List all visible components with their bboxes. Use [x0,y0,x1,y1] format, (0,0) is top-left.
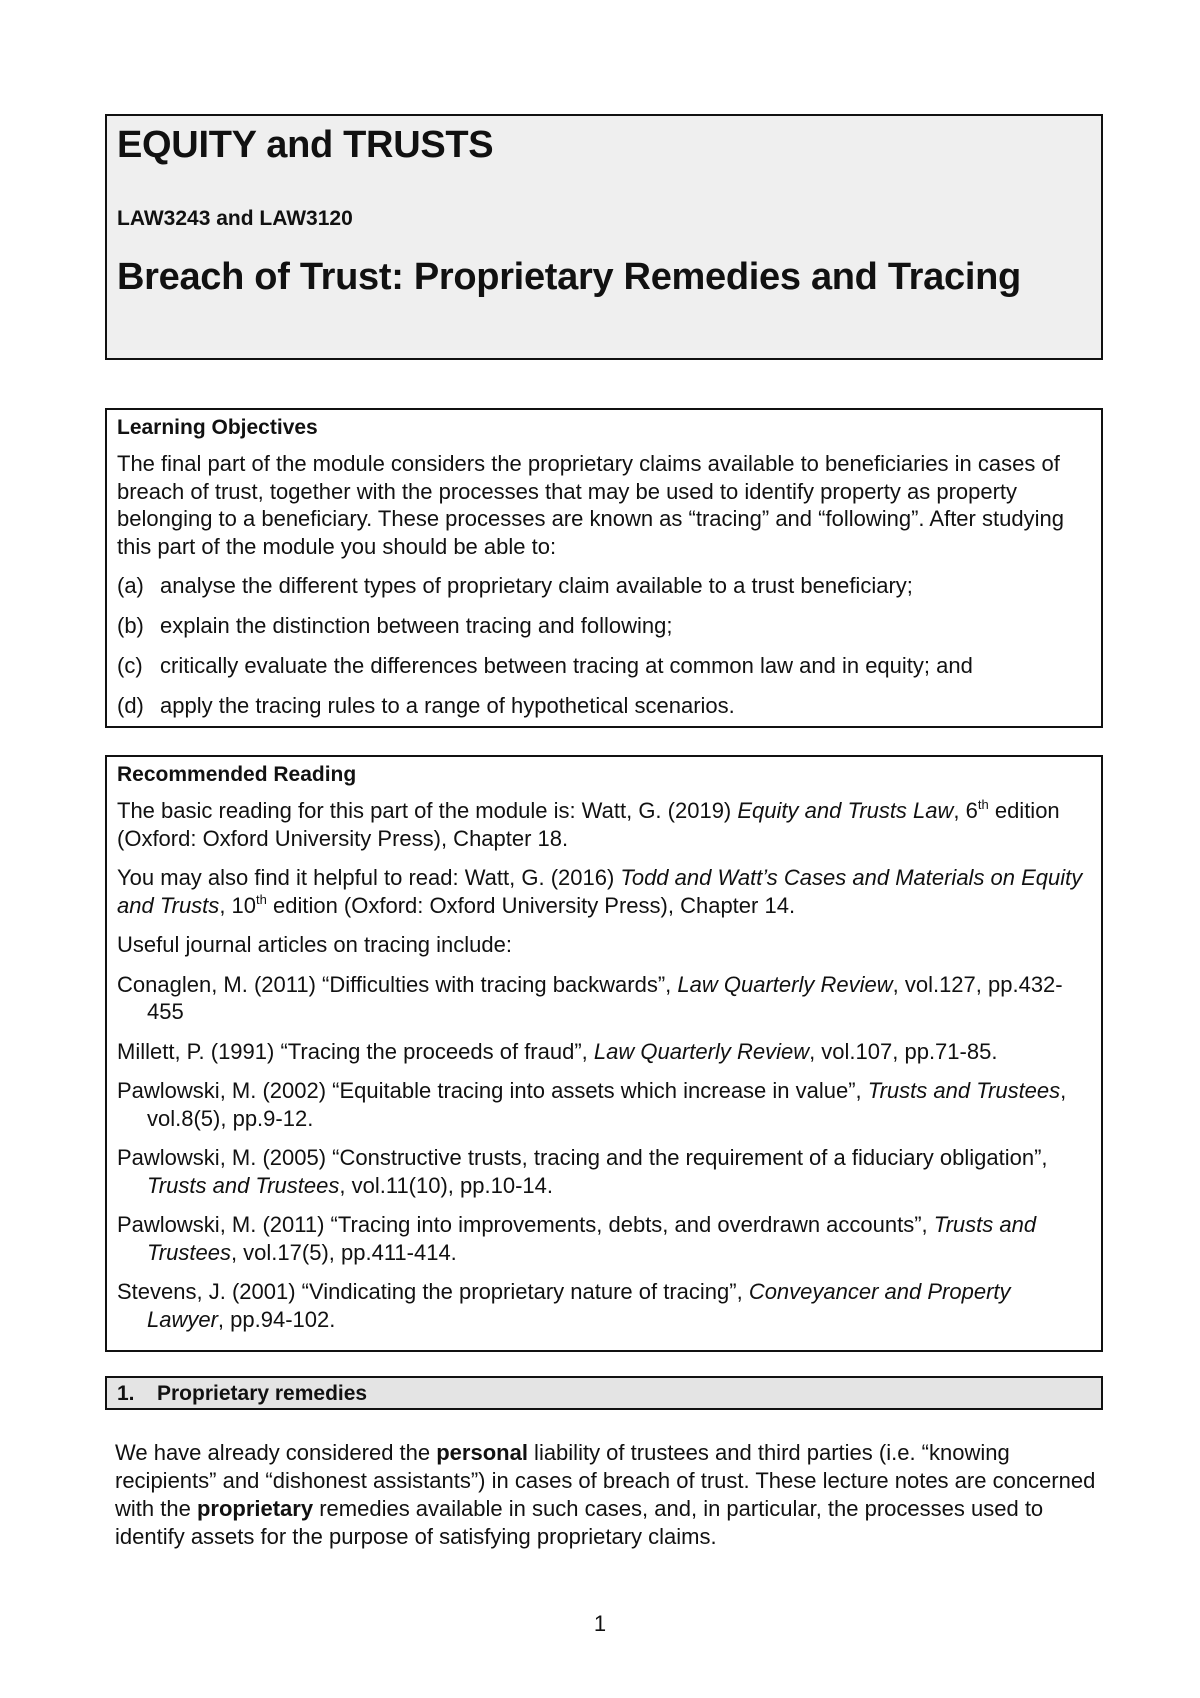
paragraph-text: liability of trustees and third parties (i.e. “knowing recipients” and “dishonest assistants”) in cases of breach of trust. These lecture notes are concerned with the [115,1440,1096,1521]
page-number: 1 [593,1611,607,1636]
article-citation: Pawlowski, M. (2005) “Constructive trusts, tracing and the requirement of a fiduciary obligation”, [117,1145,1048,1170]
journal-article [117,1278,1091,1333]
objective-item [117,612,1091,640]
section-title: Proprietary remedies [157,1382,368,1405]
journal-article [117,1211,1091,1266]
additional-reading-sup: th [256,891,267,907]
objectives-list [117,572,1091,720]
paragraph-text: remedies available in such cases, and, in particular, the processes used to identify assets for the purpose of satisfying proprietary claims. [115,1496,1044,1549]
emphasis-proprietary: proprietary [196,1496,314,1521]
additional-reading-edition: , 10 [219,892,257,918]
recommended-reading-heading: Recommended Reading [117,763,357,786]
article-details: , vol.127, pp.432-455 [147,971,1063,1024]
journal-article [117,971,1091,1026]
section-heading-proprietary-remedies [105,1376,1103,1410]
objective-text: explain the distinction between tracing and following; [160,613,673,638]
objective-letter: (d) [117,693,144,718]
objective-item [117,572,1091,600]
journal-article [117,1077,1091,1132]
article-citation: Millett, P. (1991) “Tracing the proceeds of fraud”, [117,1038,594,1064]
basic-reading-sup: th [977,797,989,812]
additional-reading-book-title: Todd and Watt’s Cases and Materials on Equity and Trusts [117,865,1083,918]
section-body-paragraph [115,1439,1103,1551]
course-codes: LAW3243 and LAW3120 [117,207,353,230]
objective-text: analyse the different types of proprietary claim available to a trust beneficiary; [160,573,913,598]
objective-letter: (c) [117,653,143,678]
article-journal: Conveyancer and Property Lawyer [147,1279,1011,1332]
journal-article [117,1038,1091,1066]
topic-title: Breach of Trust: Proprietary Remedies and Tracing [117,256,1021,298]
objective-letter: (a) [117,573,144,598]
article-details: , vol.17(5), pp.411-414. [230,1239,457,1265]
article-details: , vol.8(5), pp.9-12. [147,1078,1067,1131]
journal-intro: Useful journal articles on tracing include: [117,932,512,957]
article-journal: Trusts and Trustees [147,1172,340,1198]
article-citation: Stevens, J. (2001) “Vindicating the proprietary nature of tracing”, [117,1279,749,1304]
article-citation: Conaglen, M. (2011) “Difficulties with tracing backwards”, [117,971,678,997]
additional-reading-after: edition (Oxford: Oxford University Press), Chapter 14. [266,892,796,918]
basic-reading-text: The basic reading for this part of the module is: Watt, G. (2019) [117,798,738,823]
title-box [105,114,1103,360]
objective-text: apply the tracing rules to a range of hypothetical scenarios. [160,693,735,718]
article-journal: Trusts and Trustees [867,1078,1061,1103]
basic-reading-edition: , 6 [953,798,978,823]
section-number: 1. [117,1382,135,1405]
paragraph-text: We have already considered the [115,1440,437,1465]
article-citation: Pawlowski, M. (2002) “Equitable tracing into assets which increase in value”, [117,1078,868,1103]
article-journal: Law Quarterly Review [593,1038,810,1064]
emphasis-personal: personal [436,1440,528,1465]
journal-article [117,1144,1091,1199]
basic-reading [117,797,1091,852]
learning-objectives-heading: Learning Objectives [117,416,318,439]
article-details: , vol.11(10), pp.10-14. [339,1172,553,1198]
learning-objectives-intro: The final part of the module considers the proprietary claims available to beneficiaries in cases of breach of trust, together with the processes that may be used to identify property as property belonging to a beneficiary. These processes are known as “tracing” and “following”. After studying this part of the module you should be able to: [117,451,1064,559]
basic-reading-after: edition (Oxford: Oxford University Press), Chapter 18. [117,798,1060,851]
document-title: EQUITY and TRUSTS [117,124,494,166]
article-journal: Trusts and Trustees [147,1212,1037,1265]
basic-reading-book-title: Equity and Trusts Law [737,798,954,823]
article-journal: Law Quarterly Review [677,971,893,997]
objective-letter: (b) [117,613,144,638]
objective-item [117,652,1091,680]
article-citation: Pawlowski, M. (2011) “Tracing into improvements, debts, and overdrawn accounts”, [117,1212,934,1237]
additional-reading [117,864,1091,919]
objective-text: critically evaluate the differences between tracing at common law and in equity; and [160,653,973,678]
article-details: , vol.107, pp.71-85. [809,1038,998,1064]
recommended-reading-box [105,755,1103,1352]
learning-objectives-box [105,408,1103,728]
article-details: , pp.94-102. [217,1306,336,1332]
objective-item [117,692,1091,720]
additional-reading-text: You may also find it helpful to read: Watt, G. (2016) [117,865,621,890]
